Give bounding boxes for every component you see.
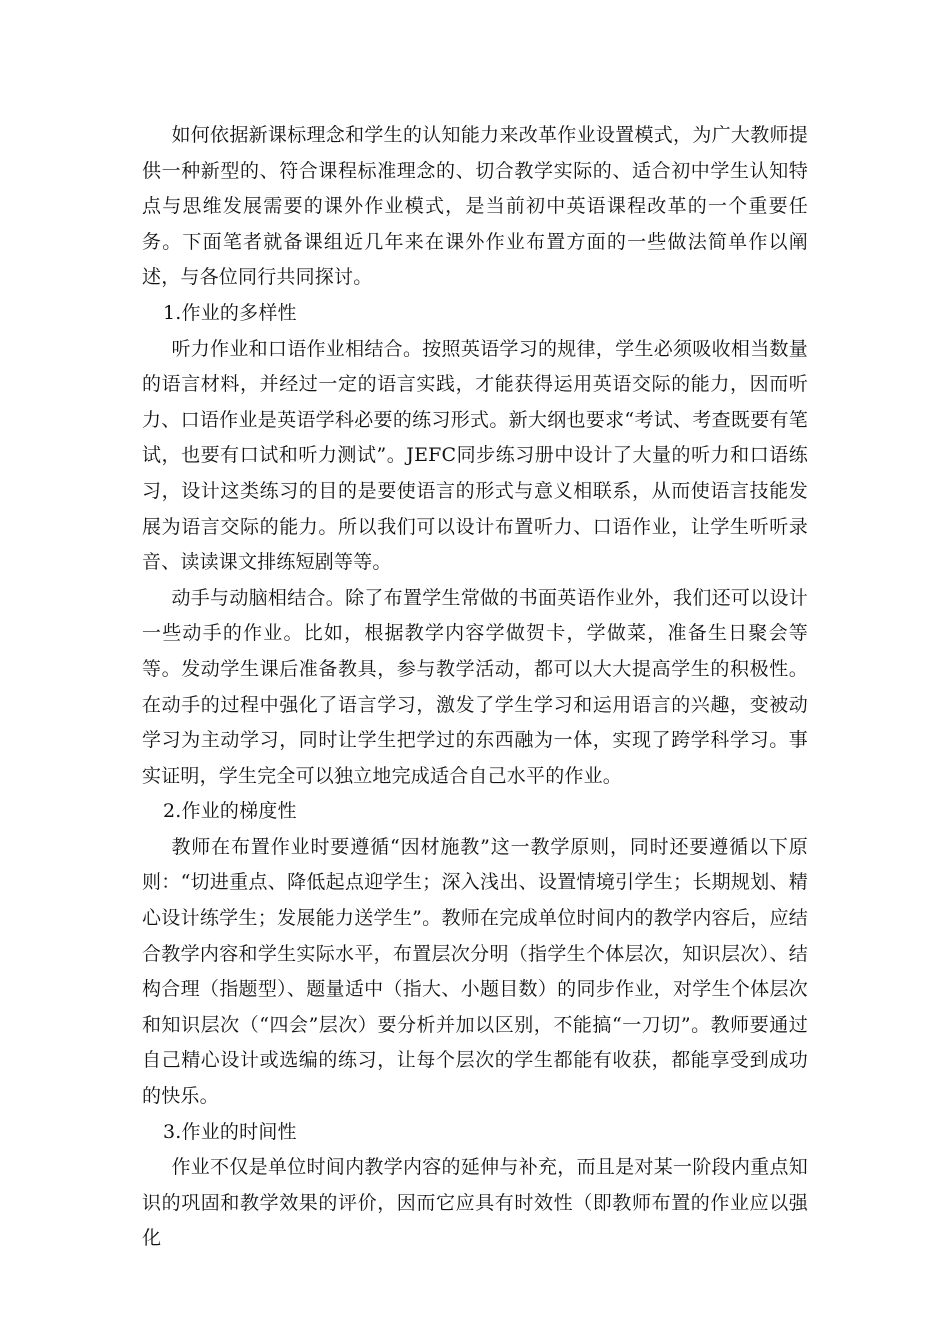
intro-paragraph: 如何依据新课标理念和学生的认知能力来改革作业设置模式，为广大教师提供一种新型的、符合课程标准理念的、切合教学实际的、适合初中学生认知特点与思维发展需要的课外作业模式，是当前初中英语课程改革的一个重要任务。下面笔者就备课组近几年来在课外作业布置方面的一些做法简单作以阐述，与各位同行共同探讨。 — [142, 124, 808, 289]
paragraph-timeliness: 作业不仅是单位时间内教学内容的延伸与补充，而且是对某一阶段内重点知识的巩固和教学效果的评价，因而它应具有时效性（即教师布置的作业应以强化 — [142, 1156, 808, 1250]
paragraph-hands-on: 动手与动脑相结合。除了布置学生常做的书面英语作业外，我们还可以设计一些动手的作业。比如，根据教学内容学做贺卡，学做菜，准备生日聚会等等。发动学生课后准备教具，参与教学活动，都可以大大提高学生的积极性。在动手的过程中强化了语言学习，激发了学生学习和运用语言的兴趣，变被动学习为主动学习，同时让学生把学过的东西融为一体，实现了跨学科学习。事实证明，学生完全可以独立地完成适合自己水平的作业。 — [142, 586, 808, 787]
section-heading-gradient: 2.作业的梯度性 — [163, 800, 297, 823]
paragraph-teaching-principle: 教师在布置作业时要遵循“因材施教”这一教学原则，同时还要遵循以下原则：“切进重点、降低起点迎学生；深入浅出、设置情境引学生；长期规划、精心设计练学生；发展能力送学生”。教师在完成单位时间内的教学内容后，应结合教学内容和学生实际水平，布置层次分明（指学生个体层次，知识层次）、结构合理（指题型）、题量适中（指大、小题目数）的同步作业，对学生个体层次和知识层次（“四会”层次）要分析并加以区别，不能搞“一刀切”。教师要通过自己精心设计或选编的练习，让每个层次的学生都能有收获，都能享受到成功的快乐。 — [142, 835, 808, 1108]
section-heading-timeliness: 3.作业的时间性 — [163, 1120, 297, 1143]
paragraph-listening-speaking: 听力作业和口语作业相结合。按照英语学习的规律，学生必须吸收相当数量的语言材料，并经过一定的语言实践，才能获得运用英语交际的能力，因而听力、口语作业是英语学科必要的练习形式。新大纲也要求“考试、考查既要有笔试，也要有口试和听力测试”。JEFC同步练习册中设计了大量的听力和口语练习，设计这类练习的目的是要使语言的形式与意义相联系，从而使语言技能发展为语言交际的能力。所以我们可以设计布置听力、口语作业，让学生听听录音、读读课文排练短剧等等。 — [142, 337, 808, 574]
section-heading-diversity: 1.作业的多样性 — [163, 301, 297, 324]
document-page — [142, 118, 808, 1257]
